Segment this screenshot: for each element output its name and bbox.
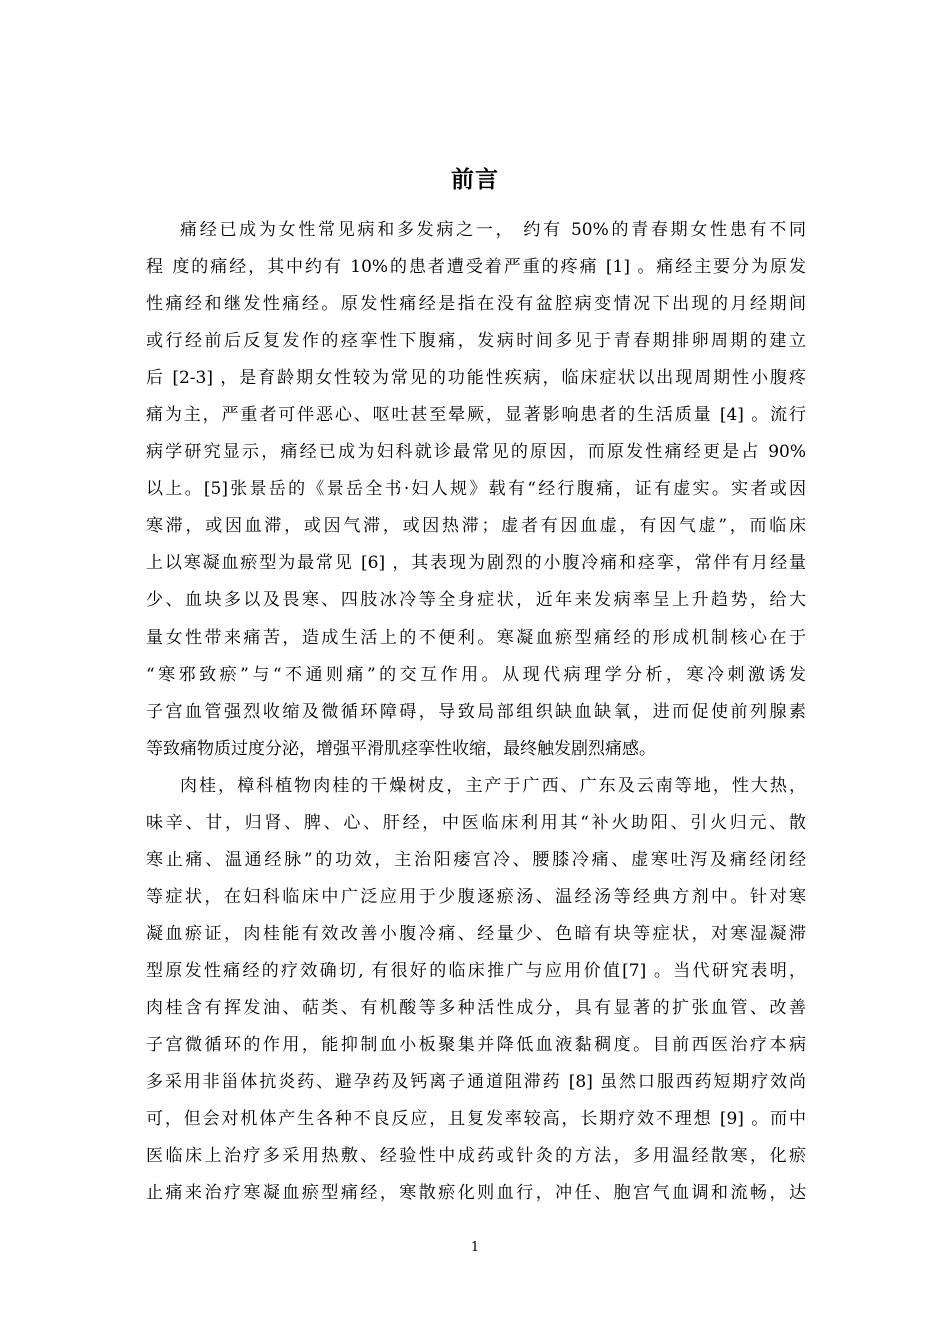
paragraph-2-line: 寒止痛、温通经脉”的功效，主治阳痿宫冷、腰膝冷痛、虚寒吐泻及痛经闭经 xyxy=(146,849,806,870)
paragraph-1-line: 痛经已成为女性常见病和多发病之一， 约有 50%的青春期女性患有不同 xyxy=(180,220,806,240)
paragraph-1-line: 病学研究显示，痛经已成为妇科就诊最常见的原因，而原发性痛经更是占 90% xyxy=(146,442,806,463)
paragraph-1-line: 子宫血管强烈收缩及微循环障碍，导致局部组织缺血缺氧，进而促使前列腺素 xyxy=(146,701,806,722)
paragraph-1-line: 少、血块多以及畏寒、四肢冰冷等全身症状，近年来发病率呈上升趋势，给大 xyxy=(146,590,806,611)
paragraph-1-line: 寒滞，或因血滞，或因气滞，或因热滞；虚者有因血虚，有因气虚”，而临床 xyxy=(146,516,806,537)
body-text xyxy=(146,212,806,1212)
paragraph-1-line: “寒邪致瘀”与“不通则痛”的交互作用。从现代病理学分析，寒冷刺激诱发 xyxy=(146,664,806,685)
paragraph-1-line: 以上。[5]张景岳的《景岳全书·妇人规》载有“经行腹痛，证有虚实。实者或因 xyxy=(146,479,806,500)
paragraph-1-line: 等致痛物质过度分泌，增强平滑肌痉挛性收缩，最终触发剧烈痛感。 xyxy=(146,738,656,759)
paragraph-2-line: 多采用非甾体抗炎药、避孕药及钙离子通道阻滞药 [8] 虽然口服西药短期疗效尚 xyxy=(146,1072,806,1093)
paragraph-2-line: 子宫微循环的作用，能抑制血小板聚集并降低血液黏稠度。目前西医治疗本病 xyxy=(146,1035,806,1056)
paragraph-1-line: 后 [2-3] ，是育龄期女性较为常见的功能性疾病，临床症状以出现周期性小腹疼 xyxy=(146,368,806,389)
page-title: 前言 xyxy=(451,167,499,193)
paragraph-2-line: 可，但会对机体产生各种不良反应，且复发率较高，长期疗效不理想 [9] 。而中 xyxy=(146,1109,806,1130)
paragraph-2-line: 味辛、甘，归肾、脾、心、肝经，中医临床利用其“补火助阳、引火归元、散 xyxy=(146,812,806,833)
paragraph-2-line: 肉桂，樟科植物肉桂的干燥树皮，主产于广西、广东及云南等地，性大热， xyxy=(180,775,806,796)
paragraph-2-line: 肉桂含有挥发油、萜类、有机酸等多种活性成分，具有显著的扩张血管、改善 xyxy=(146,997,806,1018)
paragraph-2-line: 型原发性痛经的疗效确切, 有很好的临床推广与应用价值[7] 。当代研究表明， xyxy=(146,960,806,981)
paragraph-2-line: 等症状，在妇科临床中广泛应用于少腹逐瘀汤、温经汤等经典方剂中。针对寒 xyxy=(146,886,806,907)
paragraph-1-line: 程 度的痛经，其中约有 10%的患者遭受着严重的疼痛 [1] 。痛经主要分为原发 xyxy=(146,257,806,278)
paragraph-1-line: 性痛经和继发性痛经。原发性痛经是指在没有盆腔病变情况下出现的月经期间 xyxy=(146,294,806,315)
paragraph-2-line: 止痛来治疗寒凝血瘀型痛经，寒散瘀化则血行，冲任、胞宫气血调和流畅，达 xyxy=(146,1183,806,1204)
paragraph-1-line: 或行经前后反复发作的痉挛性下腹痛，发病时间多见于青春期排卵周期的建立 xyxy=(146,331,806,352)
paragraph-1-line: 痛为主，严重者可伴恶心、呕吐甚至晕厥，显著影响患者的生活质量 [4] 。流行 xyxy=(146,405,806,426)
page-number: 1 xyxy=(470,1240,480,1255)
paragraph-2-line: 医临床上治疗多采用热敷、经验性中成药或针灸的方法，多用温经散寒，化瘀 xyxy=(146,1146,806,1167)
paragraph-1-line: 上以寒凝血瘀型为最常见 [6] ，其表现为剧烈的小腹冷痛和痉挛，常伴有月经量 xyxy=(146,553,806,574)
paragraph-2-line: 凝血瘀证，肉桂能有效改善小腹冷痛、经量少、色暗有块等症状，对寒湿凝滞 xyxy=(146,923,806,944)
paragraph-1-line: 量女性带来痛苦，造成生活上的不便利。寒凝血瘀型痛经的形成机制核心在于 xyxy=(146,627,806,648)
